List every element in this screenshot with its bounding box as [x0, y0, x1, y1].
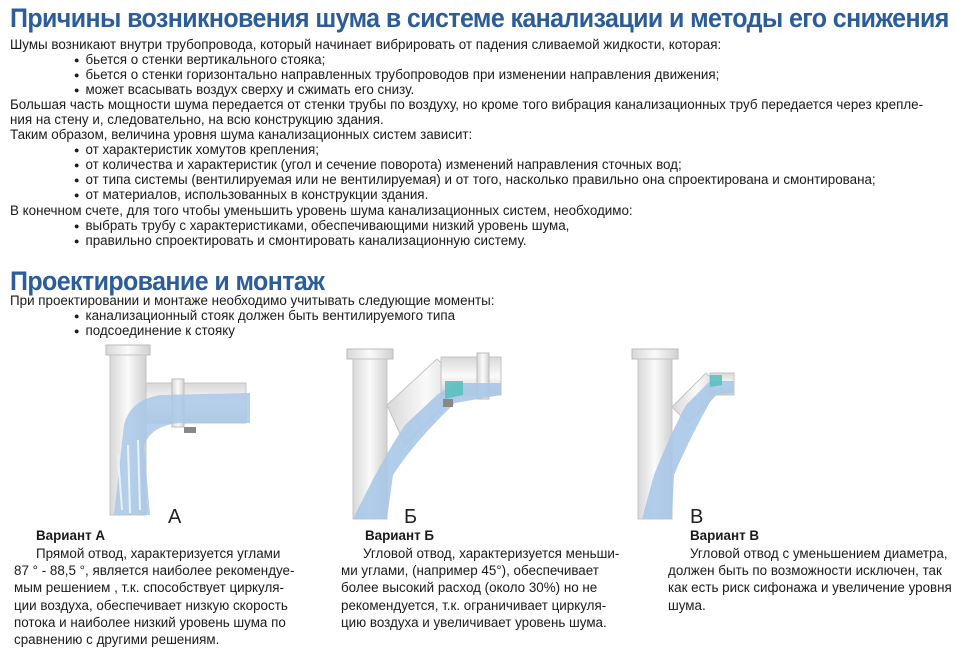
paragraph-transmission-cont: ния на стену и, следовательно, на всю конструкцию здания. — [10, 112, 384, 127]
factor-item: ● от характеристик хомутов крепления; — [74, 142, 319, 159]
pipe-illustration-b — [345, 345, 505, 525]
variant-b-title: Вариант Б — [365, 528, 434, 543]
paragraph-measures: В конечном счете, для того чтобы уменьшить уровень шума канализационных систем, необходимо: — [10, 203, 633, 218]
variant-letter-b: Б — [404, 506, 418, 528]
measure-item: ● выбрать трубу с характеристиками, обеспечивающими низкий уровень шума, — [74, 218, 569, 235]
section-title-noise: Причины возникновения шума в системе канализации и методы его снижения — [10, 3, 949, 34]
design-intro: При проектировании и монтаже необходимо учитывать следующие моменты: — [10, 293, 495, 308]
design-point: ● канализационный стояк должен быть вентилируемого типа — [74, 308, 455, 325]
variant-letter-c: В — [690, 506, 704, 528]
section-title-design: Проектирование и монтаж — [10, 266, 325, 297]
variant-a-description: Прямой отвод, характеризуется углами 87 ° - 88,5 °, является наиболее рекомендуе- мым решением , т.к. способствует циркуля- ции воздуха, обеспечивает низкую скорость потока и наиболее низкий уровень шума по сравнению с другими решениям. — [14, 546, 295, 648]
paragraph-depends: Таким образом, величина уровня шума канализационных систем зависит: — [10, 127, 473, 142]
variant-a-title: Вариант А — [36, 528, 106, 543]
pipe-illustration-a — [100, 345, 260, 525]
factor-item: ● от материалов, использованных в конструкции здания. — [74, 187, 428, 204]
intro-text: Шумы возникают внутри трубопровода, который начинает вибрировать от падения сливаемой жидкости, которая: — [10, 37, 722, 52]
cause-item: ● бьется о стенки горизонтально направленных трубопроводов при изменении направления движения; — [74, 67, 719, 84]
measure-item: ● правильно спроектировать и смонтировать канализационную систему. — [74, 233, 527, 250]
factor-item: ● от типа системы (вентилируемая или не вентилируемая) и от того, насколько правильно она спроектирована и смонтирована; — [74, 172, 876, 189]
variant-c-title: Вариант В — [690, 528, 760, 543]
design-point: ● подсоединение к стояку — [74, 323, 235, 340]
cause-item: ● может всасывать воздух сверху и сжимать его снизу. — [74, 82, 414, 99]
cause-item: ● бьется о стенки вертикального стояка; — [74, 52, 325, 69]
variant-b-description: Угловой отвод, характеризуется меньши- ми углами, (например 45°), обеспечивает более высокий расход (около 30%) но не рекомендуется, т.к. ограничивает циркуля- цию воздуха и увеличивает уровень шума. — [341, 546, 620, 630]
variant-c-description: Угловой отвод с уменьшением диаметра, должен быть по возможности исключен, так как есть риск сифонажа и увеличение уровня шума. — [668, 546, 952, 613]
pipe-illustration-c — [630, 345, 740, 525]
paragraph-transmission: Большая часть мощности шума передается от стенки трубы по воздуху, но кроме того вибрация канализационных труб передается через крепле- — [10, 97, 924, 112]
variant-letter-a: А — [168, 506, 182, 528]
factor-item: ● от количества и характеристик (угол и сечение поворота) изменений направления сточных вод; — [74, 157, 682, 174]
